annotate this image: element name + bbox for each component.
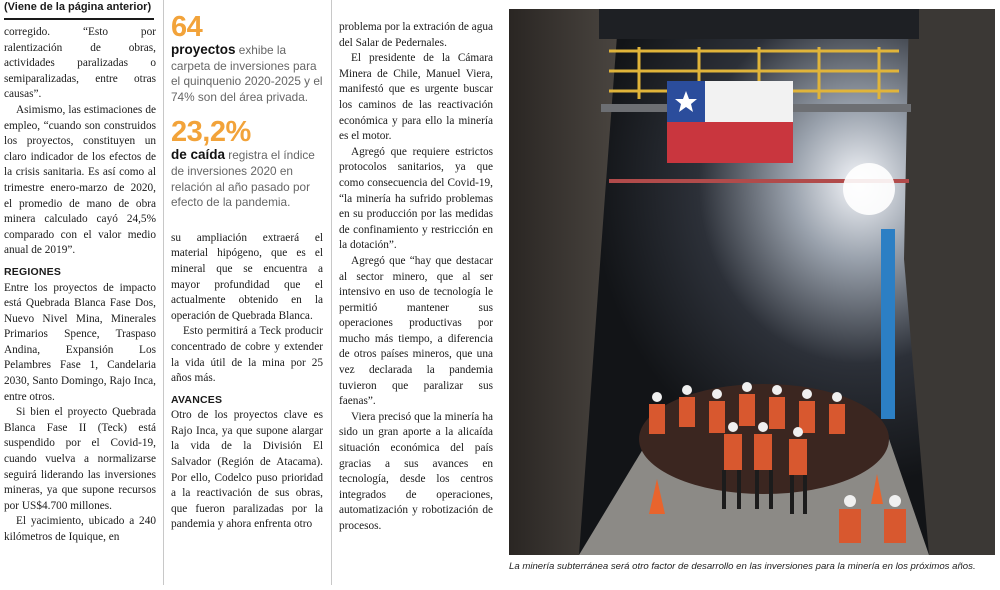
- spacer: [171, 211, 323, 231]
- paragraph: Esto permitirá a Teck producir concentrado de cobre y extender la vida útil de la mina por 25 años más.: [171, 325, 323, 385]
- paragraph: corregido. “Esto por ralentización de obras, actividades paralizadas o semiparalizadas, entre otras causas”.: [4, 26, 156, 101]
- stat-block-decline: [171, 147, 323, 210]
- paragraph: El yacimiento, ubicado a 240 kilómetros de Iquique, en: [4, 515, 156, 543]
- paragraph: Viera precisó que la minería ha sido un gran aporte a la alicaída situación económica del país gracias a sus avances en tecnología, desde los centros integrados de operaciones, automatización y robotización de procesos.: [339, 410, 493, 532]
- header-rule: [4, 18, 154, 20]
- tunnel-ceiling: [599, 9, 919, 39]
- stat-text: registra el índice de inversiones 2020 en relación al año pasado por efecto de la pandemia.: [171, 148, 315, 210]
- blue-column: [881, 229, 895, 419]
- mine-tunnel-photo: [509, 9, 995, 555]
- paragraph: Entre los proyectos de impacto está Quebrada Blanca Fase Dos, Nuevo Nivel Mina, Minerales Primarios Spence, Traspaso Andina, Expansión Los Pelambres Fase 1, Candelaria 2030, Santo Domingo, Rajo Inca, entre otros.: [4, 281, 156, 403]
- photo-illustration: [509, 9, 995, 555]
- chilean-flag: [667, 81, 793, 163]
- tunnel-lamp: [843, 163, 895, 215]
- stat-lead: de caída: [171, 147, 226, 163]
- column-divider: [331, 0, 332, 585]
- paragraph: Otro de los proyectos clave es Rajo Inca, ya que supone alargar la vida de la División El Salvador (Región de Atacama). Por ello, Codelco puso prioridad a la reactivación de sus obras, que fueron paralizadas por la pandemia y ahora enfrenta otro: [171, 409, 323, 531]
- paragraph: Asimismo, las estimaciones de empleo, “cuando son construidos los proyectos, constituyen un claro indicador de los efectos de la crisis sanitaria. Es así como al trimestre enero-marzo de 2020, el promedio de mano de obra minera calculado cayó 24,5% comparado con el valor medio anual de 2019”.: [4, 103, 156, 257]
- stat-block-projects: [171, 42, 323, 105]
- paragraph: problema por la extración de agua del Salar de Pedernales.: [339, 21, 494, 49]
- paragraph: Si bien el proyecto Quebrada Blanca Fase II (Teck) está suspendido por el Covid-19, cuando vuelva a normalizarse seguirá liderando las inversiones mineras, ya que supone recursos por US$4.700 millones.: [4, 406, 156, 512]
- continued-header: (Viene de la página anterior): [4, 1, 152, 13]
- photo-caption: La minería subterránea será otro factor de desarrollo en las inversiones para la minería en los próximos años.: [509, 561, 976, 572]
- section-heading-regiones: REGIONES: [4, 265, 62, 278]
- section-heading-avances: AVANCES: [171, 393, 223, 406]
- article-column-1: [4, 0, 156, 546]
- article-column-3: [339, 20, 493, 535]
- paragraph: Agregó que “hay que destacar al sector minero, que al ser intensivo en uso de tecnología le permitió mantener sus operaciones productivas por mucho más tiempo, a diferencia de otros países mineros, que una vez declarada la pandemia tuvieron que paralizar sus faenas”.: [339, 254, 493, 408]
- paragraph: su ampliación extraerá el material hipógeno, que es el mineral que se encuentra a mayor profundidad que el actualmente obtenido en la operación de Quebrada Blanca.: [171, 231, 323, 322]
- paragraph: El presidente de la Cámara Minera de Chile, Manuel Viera, manifestó que es urgente buscar los caminos de las reactivación económica y para ello la minería es el motor.: [339, 52, 493, 143]
- stat-number-projects: 64: [171, 11, 203, 43]
- column-divider: [163, 0, 164, 585]
- stat-lead: proyectos: [171, 42, 236, 57]
- stat-number-decline: 23,2%: [171, 116, 251, 149]
- stat-text: exhibe la carpeta de inversiones para el quinquenio 2020-2025 y el 74% son del área privada.: [171, 43, 323, 104]
- article-column-2: [171, 0, 323, 533]
- paragraph: Agregó que requiere estrictos protocolos sanitarios, ya que como consecuencia del Covid-19, “la minería ha sufrido problemas en su producción por las medidas de confinamiento y restricción en la dotación”.: [339, 145, 493, 252]
